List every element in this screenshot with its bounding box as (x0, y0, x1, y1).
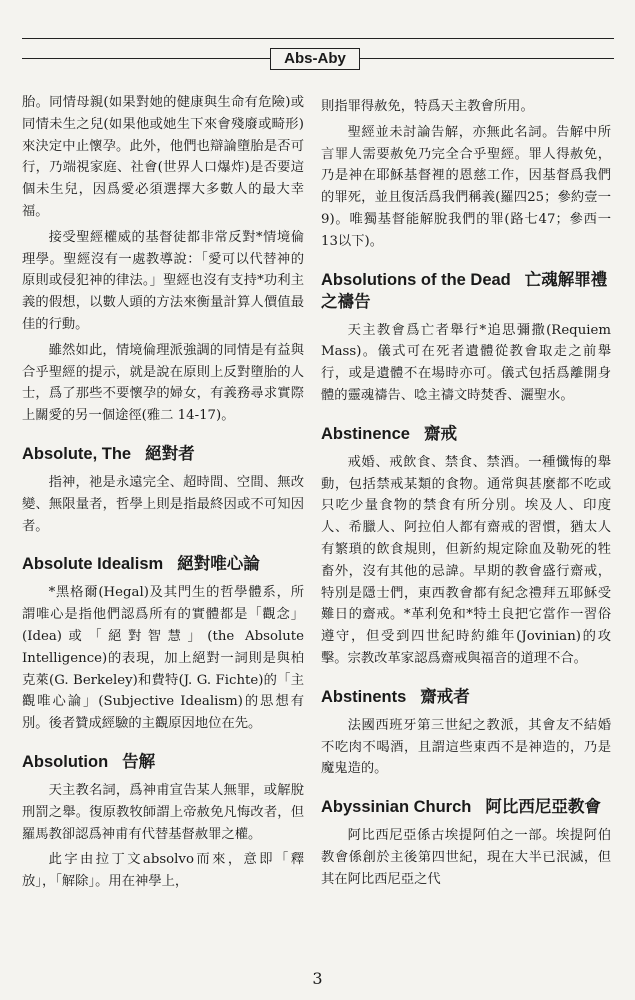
entry-heading-zh: 絕對者 (145, 443, 195, 463)
entry-heading-en: Absolute Idealism (22, 555, 164, 574)
paragraph: 雖然如此，情境倫理派強調的同情是有益與合乎聖經的提示，就是說在原則上反對墮胎的人士，爲了那些不要懷孕的婦女，有義務尋求實際上關愛的另一個途徑(雅二 14-17)。 (22, 342, 304, 424)
entry-heading-zh: 亡魂解罪禮之禱告 (321, 269, 608, 311)
entry-text: 指神，祂是永遠完全、超時間、空間、無改變、無限量者，哲學上則是指最終因或不可知因者。 (22, 474, 304, 534)
entry-heading-zh: 絕對唯心論 (177, 554, 260, 574)
right-column (321, 96, 611, 895)
entry-heading-zh: 齋戒者 (420, 686, 470, 706)
entry-text: 阿比西尼亞係古埃提阿伯之一部。埃提阿伯教會係創於主後第四世紀，現在大半已泯滅，但其在阿比西尼亞之代 (321, 828, 611, 887)
entry-heading-en: Absolutions of the Dead (321, 270, 511, 289)
header-rule-top (22, 38, 614, 39)
entry-heading (321, 423, 611, 445)
entry-heading-zh: 告解 (122, 751, 156, 771)
entry-heading-zh: 齋戒 (423, 423, 457, 443)
entry-heading-en: Absolute, The (22, 444, 132, 463)
entry-text: 此字由拉丁文absolvo而來，意即「釋放」，「解除」。用在神學上， (22, 852, 304, 890)
entry-heading (22, 443, 304, 465)
entry-text: 天主教名詞，爲神甫宣告某人無罪，或解脫刑罰之舉。復原教牧師謂上帝赦免凡悔改者，但羅馬教卻認爲神甫有代替基督赦罪之權。 (22, 782, 304, 842)
entry-text: *黑格爾(Hegal)及其門生的哲學體系，所謂唯心是指他們認爲所有的實體都是「觀念」(Idea)或「絕對智慧」(the Absolute Intelligence)的表現，加上絕對一詞則是與柏克萊(G. Berkeley)和費特(J. G. Fichte)的「主觀唯心論」(Subjective Idealism)的思想有別。後者贊成經驗的主觀原因地位在先。 (22, 585, 304, 732)
paragraph: 胎。同情母親(如果對她的健康與生命有危險)或同情未生之兒(如果他或她生下來會殘廢或畸形)來決定中止懷孕。此外，他們也辯論墮胎是否可行，乃端視家庭、社會(世界人口爆炸)是否要這個未生兒，因爲愛必須選擇大多數人的最大幸福。 (22, 95, 304, 219)
entry-heading-en: Absolution (22, 752, 109, 771)
entry-heading (321, 796, 611, 818)
entry-heading-en: Abstinence (321, 424, 410, 443)
entry-heading (321, 269, 611, 313)
paragraph: 接受聖經權威的基督徒都非常反對*情境倫理學。聖經沒有一處教導說：「愛可以代替神的原則或侵犯神的律法。」聖經也沒有支持*功利主義的假想，以數人頭的方法來衡量計算人價值最佳的行動。 (22, 229, 304, 332)
entry-heading-en: Abyssinian Church (321, 798, 472, 817)
left-column (22, 92, 304, 897)
running-header: Abs-Aby (270, 48, 360, 70)
page-number: 3 (312, 969, 323, 988)
paragraph: 聖經並未討論告解，亦無此名詞。告解中所言罪人需要赦免乃完全合乎聖經。罪人得赦免，乃是神在耶穌基督裡的恩慈工作，因基督爲我們的罪死，並且復活爲我們稱義(羅四25；參約壹一9)。唯獨基督能解脫我們的罪(路七47；參西一13以下)。 (321, 124, 611, 249)
entry-text: 戒婚、戒飲食、禁食、禁酒。一種懺悔的舉動，包括禁戒某類的食物。通常與甚麼都不吃或只吃少量食物的禁食有所分別。埃及人、印度人、希臘人、阿拉伯人都有齋戒的習慣，猶太人有繁瑣的飲食規則，但新約規定除血及勒死的牲畜外，沒有其他的忌諱。早期的教會盛行齋戒，特別是隱士們，東西教會都有紀念禮拜五耶穌受難日的齋戒。*革利免和*特土良把它當作一習俗遵守，但受到四世紀時約維年(Jovinian)的攻擊。宗教改革家認爲齋戒與福音的道理不合。 (321, 454, 611, 666)
entry-heading-en: Abstinents (321, 687, 407, 706)
entry-heading (321, 686, 611, 708)
entry-heading-zh: 阿比西尼亞教會 (485, 797, 601, 817)
entry-heading (22, 553, 304, 575)
entry-text: 法國西班牙第三世紀之教派，其會友不結婚不吃肉不喝酒，且謂這些東西不是神造的，乃是魔鬼造的。 (321, 717, 611, 777)
paragraph: 則指罪得赦免，特爲天主教會所用。 (321, 99, 534, 114)
entry-text: 天主教會爲亡者舉行*追思彌撒(Requiem Mass)。儀式可在死者遺體從教會取走之前舉行，或是遺體不在場時亦可。儀式包括爲離開身體的靈魂禱告、唸主禱文時焚香、灑聖水。 (321, 322, 611, 403)
entry-heading (22, 751, 304, 773)
